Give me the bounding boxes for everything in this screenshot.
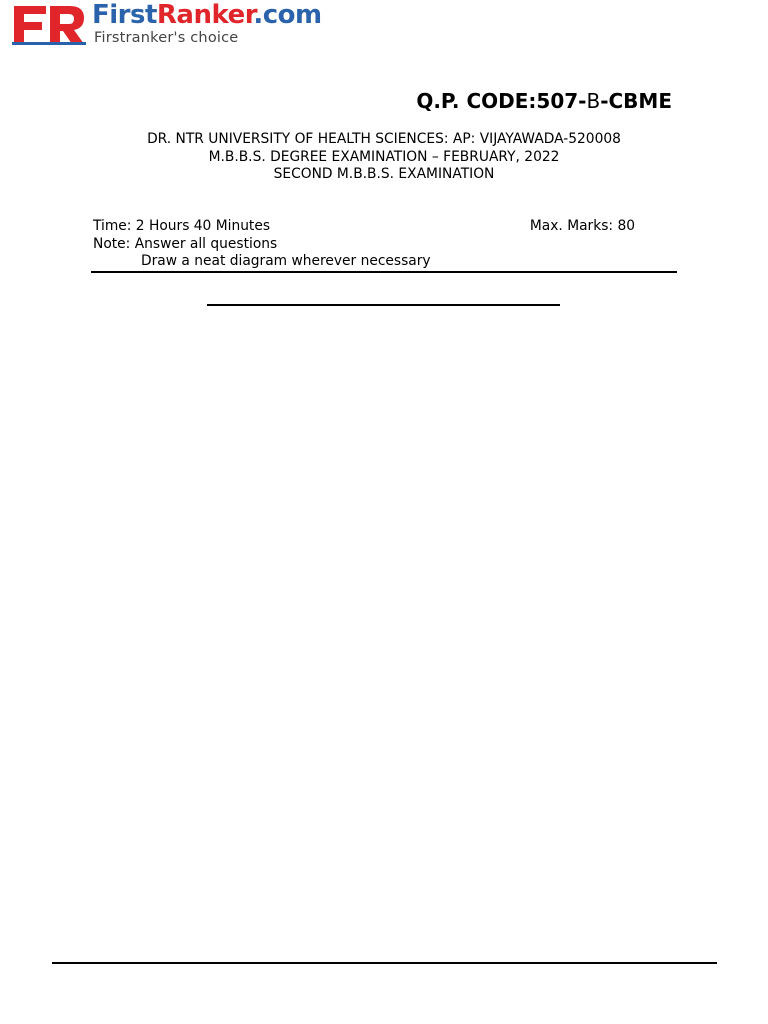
exam-instructions [93,218,677,271]
section-divider [207,304,560,306]
fr-logo-mark [12,2,86,46]
note-line-1: Note: Answer all questions [93,235,278,252]
brand-name-first: First [92,0,157,30]
qp-code [416,89,672,113]
qp-code-prefix: Q.P. CODE:507- [416,89,587,113]
brand-name-domain: .com [253,0,322,30]
qp-code-suffix: -CBME [600,89,672,113]
time-text: Time: 2 Hours 40 Minutes [93,218,271,234]
exam-header [0,131,768,184]
brand-tagline: Firstranker's choice [94,30,239,46]
header-divider [91,271,677,273]
brand-name-ranker: Ranker [156,0,254,30]
firstranker-logo [12,2,332,48]
note-line-2: Draw a neat diagram wherever necessary [141,253,431,269]
degree-title: M.B.B.S. DEGREE EXAMINATION – FEBRUARY, 2022 [208,148,560,165]
qp-code-variant: B [586,89,601,113]
time-row [93,218,677,236]
max-marks-text: Max. Marks: 80 [529,218,635,234]
examination-title: SECOND M.B.B.S. EXAMINATION [273,166,495,182]
university-name: DR. NTR UNIVERSITY OF HEALTH SCIENCES: AP: VIJAYAWADA-520008 [147,131,621,147]
brand-name [92,0,322,30]
footer-divider [52,962,717,964]
